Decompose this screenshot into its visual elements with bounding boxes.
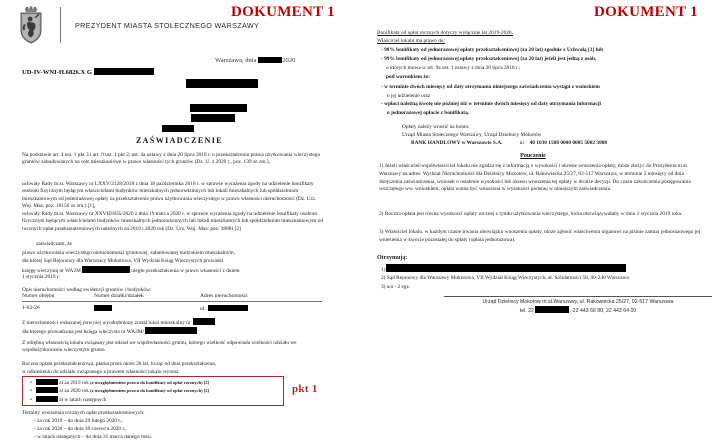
account-prefix-label: nr [519,140,525,146]
footer-divider [444,296,712,297]
payment-heading: Opłaty należy wnosić na konto: [402,124,470,130]
fee-currency-2019: zł [59,380,64,386]
condition-item-2: - wpłaci należną kwotę nie później niż w terminie dwóch miesięcy od daty otrzymania informacji [381,101,601,107]
footer-phone-prefix: tel. 22 [519,308,534,315]
cell-obreb: 1-02-26 [22,304,40,311]
fee-period-2020: za 2020 rok [64,388,89,395]
cell-adres [200,305,320,312]
reference-number: UD-IV-WNI-H.6826.X G [22,69,93,76]
bullet-dot-icon: • [30,380,32,386]
condition-item-1: - w terminie dwóch miesięcy od daty otrzymania niniejszego zaświadczenia wystąpi z wnioskiem [381,84,600,90]
list-item [30,379,209,387]
redaction-phone [535,306,569,313]
document-stamp-left: DOKUMENT 1 [231,4,335,20]
redaction-fee-2019 [36,379,58,385]
zaswiadczam-line: zaświadczam, że [36,241,72,247]
bullet-dot-icon: • [30,396,32,403]
redaction-dzialka [94,305,112,311]
recipient-item-2: 2) Sąd Rejonowy dla Warszawy Mokotowa, VII Wydział Ksiąg Wieczystych, al. Solidarności 58, 00-240 Warszawa [381,275,629,281]
owner-right-99-cont: o których mowa w art. 9a ust. 1 ustawy z dnia 20 lipca 2018 r.; [386,65,521,71]
pouczenie-item-2: 2) Roczna opłata jest równa wysokości opłaty rocznej z tytułu użytkowania wieczystego, która obowiązywałaby w dniu 1 stycznia 2019 roku. [379,211,683,217]
footer-phone-suffix: , 22 443 66 80, 22 443 64 00 [569,308,637,315]
city-date-year: 2020 [282,57,296,64]
redaction-unit-number [193,318,215,325]
deadline-item-2020: - za rok 2020 – do dnia 30 czerwca 2020 r., [34,426,127,432]
warsaw-coat-of-arms-icon [18,6,44,44]
legal-basis-paragraph-1: Na podstawie art. 4 ust. 1 pkt 3 i art. 9 ust. 1 pkt 2, ust. 4a ustawy z dnia 20 lipca 2018 r. o przekształceniu prawa użytkowania wieczystego gruntów zabudowanych na cele mieszkaniowe w prawo własności tych gruntów (Dz. U. z 2020 r., poz. 139 ze zm.), [22,152,321,166]
share-description: Z odrębną własnością lokalu związany jest udział we współwłasności gruntu, którego wielkość odpowiada wielkości udziału we współużytkowaniu wieczystym gruntu. [22,340,297,354]
redaction-addressee-1 [186,79,258,88]
owner-right-99: - 99% bonifikaty od jednorazowej opłaty przekształceniowej (za 20 lat) jeżeli jest jedną z osób, [381,56,597,62]
redaction-fee-2020 [36,387,58,393]
property-table [22,293,322,312]
reference-number-line [22,68,154,76]
address-prefix: ul. [200,305,206,312]
redaction-addressee-3 [191,114,235,122]
recipients-heading: Otrzymują: [377,255,408,261]
list-item [30,387,209,395]
pouczenie-item-1: 1) Jeżeli właściciel/współwłaściciel lokalu nie zgadza się z informacją o wysokości i okresie wnoszenia opłaty, może złożyć do Prezydenta m.st. Warszawy na adres: Wydział Nieruchomości dla Dzielnicy Mokotów, ul. Rakowiecka 25/27, 02-517 Warszawa, w terminie 2 miesięcy od dnia doręczenia zaświadczenia, wniosek o ustalenie wysokości lub okresu wnoszenia tej opłaty w drodze decyzji. Do czasu zakończenia postępowania wszczętego ww. wnioskiem, opłata winna być wnoszona w wysokości podanej w niniejszym zaświadczeniu. [379,163,691,193]
bank-details-line [411,140,718,148]
unit-text: Z nieruchomości wskazanej powyżej wyodrębniony został lokal mieszkalny nr [22,320,191,326]
letterhead-title: PREZYDENT MIASTA STOŁECZNEGO WARSZAWY [75,20,260,30]
fee-note-2020: (z uwzględnieniem prawa do bonifikaty od opłat rocznych) [2] [90,388,210,394]
pouczenie-heading: Pouczenie [520,153,546,159]
table-row [22,302,322,312]
condition-item-1-cont: o jej udzielenie oraz [387,93,431,99]
unit-description-line-2 [22,327,324,336]
footer-address: Urząd Dzielnicy Mokotów m.st.Warszawy, ul. Rakowiecka 25/27, 02-517 Warszawa [482,299,674,305]
redaction-recipient-1 [386,264,626,272]
redaction-addressee-4 [162,125,194,132]
conversion-text: uległo przekształcenia w prawo własności z dniem [131,268,240,274]
fee-period-2019: za 2019 rok [64,380,89,386]
statement-line-1: prawo użytkowania wieczystego nieruchomości gruntowej, zabudowanej budynkiem mieszkalnym, [22,250,235,256]
redaction-land-register [82,266,130,273]
fee-currency-2020: zł [59,388,64,395]
document-stamp-right: DOKUMENT 1 [594,4,698,20]
unit-description-line-1 [22,318,324,327]
property-description-heading: Opis nieruchomości według ewidencji gruntów i budynków: [22,287,152,293]
footer-phones [444,306,712,315]
fee-currency-next: zł [59,396,64,403]
redaction-addressee-2 [190,104,247,112]
pouczenie-item-3: 3) Właściciel lokalu, w każdym czasie trwania obowiązku wnoszenia opłaty, może zgłosić właściwemu organowi na piśmie zamiar jednorazowego jej wniesienia w kwocie pozostałej do spłaty (opłata jednorazowa). [379,229,701,243]
table-header-row [22,293,322,302]
list-item [30,396,209,404]
unit-register-text: dla którego prowadzona jest księga wieczysta nr WA2M/ [22,329,145,335]
recipient-1-number: 1) [381,267,386,273]
legal-basis-paragraph-2: uchwały Rady m.st. Warszawy nr LXXV/2128/2018 z dnia 18 października 2018 r. w sprawie wyrażenia zgody na udzielenie bonifikaty osobom fizycznym będącym właścicielami budynków mieszkalnych jednorodzinnych lub lokali mieszkalnych lub spółdzielniom mieszkaniowym od jednorazowej opłaty za przekształcenie prawa użytkowania wieczystego w prawo własności nieruchomości (Dz. Urz. Woj. Maz. poz. 10156 ze zm.) [1], [22,181,317,210]
owner-rights-heading: Właściciel lokalu ma prawo do: [377,38,445,44]
bank-name: BANK HANDLOWY w Warszawie S.A. [411,140,503,146]
condition-item-2-cont: o jednorazowej opłacie z bonifikatą. [387,110,470,116]
deadline-item-next: - w latach następnych – do dnia 31 marca danego roku. [34,434,152,440]
payment-office: Urząd Miasta Stołecznego Warszawy, Urząd Dzielnicy Mokotów [402,132,542,138]
fee-note-2019: (z uwzględnieniem prawa do bonifikaty od opłat rocznych) [2] [90,380,210,385]
statement-line-5: 1 stycznia 2019 r. [22,274,60,280]
owner-right-98: - 98% bonifikaty od jednorazowej opłaty przekształceniowej (za 20 lat) zgodnie z Uchwałą [1] lub [381,47,604,53]
bonifikata-heading: Bonifikata od opłat rocznych dotyczy wyłącznie lat 2019-2020. [377,30,513,36]
pkt1-annotation-label: pkt 1 [292,383,318,395]
deadline-item-2019: - za rok 2019 – do dnia 29 lutego 2020 r., [34,418,123,424]
land-register-label: księgę wieczystą nr WA2M [22,268,81,274]
page-title: ZAŚWIADCZENIE [135,136,224,145]
redaction-address [208,305,248,311]
fee-period-next: w latach następnych [64,396,107,403]
redaction-fee-next [36,396,58,402]
document-page-right [359,0,718,445]
bank-account-number: 40 1030 1508 0000 0005 5002 3008 [529,140,608,146]
letterhead-divider [60,7,61,43]
recipient-item-3: 3) a/a - 2 egz. [381,284,411,290]
letterhead [18,6,318,44]
city-date-line [215,57,295,64]
column-header-obreb: Numer obrębu [22,293,55,299]
recipient-item-1 [381,264,711,275]
condition-heading: pod warunkiem że: [386,74,430,80]
footer-block [444,299,712,316]
redaction-unit-register [145,327,197,334]
column-header-dzialka: Numer działki/działek [94,293,144,299]
redaction-date [258,57,282,63]
fee-bullet-list [30,379,209,404]
cell-dzialka [94,305,200,312]
statement-line-2: dla której Sąd Rejonowy dla Warszawy Mokotowa, VII Wydział Ksiąg Wieczystych prowadzi [22,258,224,264]
city-date-label: Warszawa, dnia [215,57,257,64]
column-header-adres: Adres nieruchomości [200,293,248,299]
fee-intro-line-1: Roczna opłata przekształceniowa, płatna przez okres 20 lat, licząc od dnia przekształcenia, [22,361,217,367]
redaction-reference [94,68,154,75]
deadlines-heading: Terminy wnoszenia rocznych opłat przekształceniowych: [22,410,145,416]
bullet-dot-icon: • [30,388,32,395]
legal-basis-paragraph-3: uchwały Rady m.st. Warszawy nr XXVIII/835/2020 z dnia 19 marca 2020 r. w sprawie wyrażenia zgody na udzielenie bonifikaty osobom fizycznym będącym właścicielami budynków mieszkalnych jednorodzinnych lub lokali mieszkalnych lub spółdzielniom mieszkaniowym od rocznych opłat przekształceniowych należnych za 2019 i 2020 rok (Dz. Urz. Woj. Maz. poz. 3888) [2] [22,211,323,232]
fee-intro-line-2: w odniesieniu do udziału związanego z prawem własności lokalu wynosi: [22,369,180,375]
